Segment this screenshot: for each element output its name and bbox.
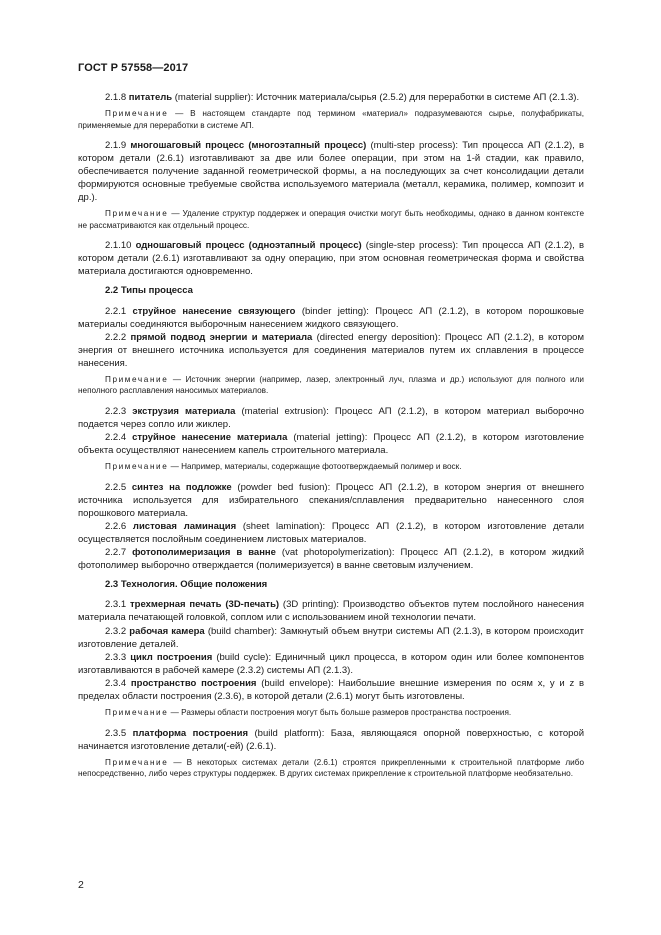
- defined-term: струйное нанесение материала: [132, 432, 288, 444]
- definition-text: (powder bed fusion): Процесс АП (2.1.2), в котором энергия от внешнего источника используется для избирательного спекания/сплавления предварительно нанесенного слоя порошкового материала.: [78, 481, 584, 519]
- definition-text: (binder jetting): Процесс АП (2.1.2), в котором порошковые материалы соединяются выборочным нанесением жидкого связующего.: [78, 305, 584, 330]
- defined-term: питатель: [128, 92, 173, 103]
- defined-term: одношаговый процесс (одноэтапный процесс): [135, 240, 362, 252]
- note-paragraph: [78, 461, 584, 472]
- clause-number: 2.2.6: [105, 520, 127, 532]
- definition-paragraph: [78, 405, 584, 431]
- defined-term: рабочая камера: [129, 625, 205, 637]
- definition-paragraph: [78, 546, 584, 572]
- clause-number: 2.3.2: [105, 625, 127, 637]
- clause-number: 2.3.3: [105, 651, 127, 663]
- definition-text: (multi-step process): Тип процесса АП (2.1.2), в котором детали (2.6.1) изготавливают за две или более операции, при этом на 1-й стадии, как правило, обеспечивается получение заданной геометрической формы, а на последующих за счет консолидации детали формируются основные требуемые свойства используемого материала (металл, керамика, полимер, композит и др.).: [78, 139, 585, 204]
- note-text: — Размеры области построения могут быть больше размеров пространства построения.: [168, 708, 512, 718]
- section-heading: 2.3 Технология. Общие положения: [105, 579, 268, 591]
- note-text: — Например, материалы, содержащие фотоотверждаемый полимер и воск.: [168, 462, 462, 472]
- document-header: ГОСТ Р 57558—2017: [78, 62, 189, 74]
- definition-paragraph: [78, 651, 584, 677]
- definition-paragraph: [78, 598, 584, 624]
- clause-number: 2.1.9: [105, 139, 127, 151]
- definition-paragraph: [78, 520, 584, 546]
- defined-term: струйное нанесение связующего: [132, 305, 296, 317]
- defined-term: фотополимеризация в ванне: [132, 547, 276, 559]
- note-label: Примечание: [105, 757, 169, 767]
- note-paragraph: [78, 707, 584, 718]
- defined-term: цикл построения: [130, 651, 213, 663]
- definition-paragraph: [78, 331, 584, 370]
- clause-number: 2.2.3: [105, 405, 127, 417]
- definition-paragraph: [78, 727, 584, 753]
- note-text: — В некоторых системах детали (2.6.1) строятся прикрепленными к строительной платформе либо непосредственно, либо через структуры поддержек. В других системах прикрепление к строительной платформе необязательно.: [78, 757, 584, 779]
- section-heading: 2.2 Типы процесса: [105, 285, 193, 297]
- definition-text: (build envelope): Наибольшие внешние измерения по осям x, y и z в пределах области построения (2.3.6), в которой детали (2.6.1) могут быть изготовлены.: [78, 677, 584, 703]
- defined-term: экструзия материала: [132, 405, 236, 417]
- definition-text: (directed energy deposition): Процесс АП (2.1.2), в котором энергия от внешнего источника используется для соединения материалов путем их сплавления в процессе нанесения.: [78, 331, 584, 369]
- defined-term: трехмерная печать (3D-печать): [130, 599, 280, 611]
- note-label: Примечание: [105, 462, 169, 472]
- note-label: Примечание: [105, 375, 169, 385]
- clause-number: 2.2.2: [105, 331, 127, 343]
- clause-number: 2.2.1: [105, 305, 127, 317]
- definition-paragraph: [78, 139, 584, 204]
- page-number: 2: [78, 879, 84, 891]
- note-text: — В настоящем стандарте под термином «материал» подразумеваются сырье, полуфабрикаты, применяемые для переработки в системе АП.: [78, 109, 584, 130]
- note-paragraph: [78, 208, 584, 231]
- definition-paragraph: [78, 677, 584, 703]
- clause-number: 2.1.8: [105, 92, 127, 103]
- clause-number: 2.3.4: [105, 677, 127, 689]
- defined-term: платформа построения: [132, 727, 249, 739]
- definition-text: (build platform): База, являющаяся опорной поверхностью, с которой начинается изготовление детали(-ей) (2.6.1).: [78, 727, 585, 752]
- defined-term: многошаговый процесс (многоэтапный процесс): [130, 139, 367, 151]
- note-text: — Удаление структур поддержек и операция очистки могут быть необходимы, однако в данном контексте не рассматриваются как отдельный процесс.: [78, 209, 584, 230]
- definition-paragraph: [78, 239, 584, 278]
- definition-paragraph: [78, 481, 584, 520]
- definition-text: (material supplier): Источник материала/сырья (2.5.2) для переработки в системе АП (2.1.3).: [172, 92, 580, 103]
- defined-term: прямой подвод энергии и материала: [130, 331, 313, 343]
- defined-term: синтез на подложке: [131, 481, 232, 493]
- definition-paragraph: [78, 91, 584, 104]
- note-text: — Источник энергии (например, лазер, электронный луч, плазма и др.) используют для полного или неполного расплавления наносимых материалов.: [78, 375, 584, 396]
- defined-term: листовая ламинация: [132, 520, 237, 532]
- definition-paragraph: [78, 305, 584, 331]
- note-paragraph: [78, 757, 584, 780]
- clause-number: 2.2.4: [105, 432, 127, 444]
- clause-number: 2.1.10: [105, 240, 132, 252]
- note-label: Примечание: [105, 109, 169, 119]
- definition-text: (material extrusion): Процесс АП (2.1.2), в котором материал выборочно подается через сопло или жиклер.: [78, 405, 585, 430]
- definition-text: (build cycle): Единичный цикл процесса, в котором один или более компонентов изготавливаются в рабочей камере (2.3.2) системы АП (2.1.3).: [78, 651, 584, 676]
- definition-text: (material jetting): Процесс АП (2.1.2), в котором изготовление объекта осуществляют нанесением капель строительного материала.: [78, 432, 584, 457]
- document-body: [78, 91, 584, 788]
- note-label: Примечание: [105, 209, 169, 219]
- definition-text: (build chamber): Замкнутый объем внутри системы АП (2.1.3), в котором происходит изготовление деталей.: [78, 625, 585, 650]
- clause-number: 2.3.5: [105, 727, 127, 739]
- clause-number: 2.3.1: [105, 599, 127, 611]
- note-paragraph: [78, 374, 584, 397]
- definition-text: (single-step process): Тип процесса АП (2.1.2), в котором детали (2.6.1) изготавливают за одну операцию, при этом основная геометрическая форма и свойства материала достигаются одновременно.: [78, 240, 584, 278]
- clause-number: 2.2.7: [105, 547, 127, 559]
- defined-term: пространство построения: [130, 677, 257, 689]
- note-paragraph: [78, 108, 584, 131]
- definition-paragraph: [78, 625, 584, 651]
- clause-number: 2.2.5: [105, 481, 127, 493]
- definition-text: (3D printing): Производство объектов путем послойного нанесения материала печатающей головкой, соплом или с использованием иной технологии печати.: [78, 599, 584, 624]
- definition-text: (vat photopolymerization): Процесс АП (2.1.2), в котором жидкий фотополимер выборочно отверждается (полимеризуется) в ванне световым излучением.: [78, 547, 584, 572]
- definition-paragraph: [78, 431, 584, 457]
- note-label: Примечание: [105, 708, 169, 718]
- definition-text: (sheet lamination): Процесс АП (2.1.2), в котором изготовление детали осуществляется послойным соединением листовых материалов.: [78, 520, 585, 545]
